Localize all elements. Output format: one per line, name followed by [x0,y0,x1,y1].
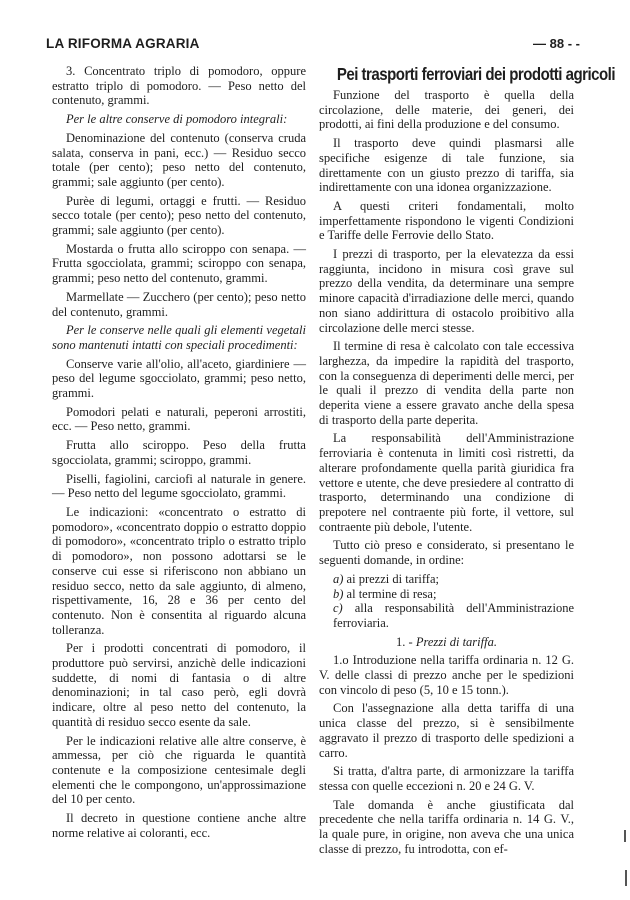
paragraph: Per le indicazioni relative alle altre conserve, è ammessa, per ciò che riguarda le quantità contenute e la composizione centesimale degli elementi che le compongono, un'approssimazione del 10 per cento. [52,733,306,807]
paragraph: I prezzi di trasporto, per la elevatezza da essi raggiunta, incidono in misura così grave sul prezzo della vendita, da determinare una sempre minore capacità d'irradiazione delle merci, quando non siano addirittura di ostacolo proibitivo alla circolazione delle merci stesse. [319,247,574,335]
list-marker: a) [333,571,344,586]
paragraph: La responsabilità dell'Amministrazione ferroviaria è contenuta in limiti così ristretti, da alterare profondamente quella parità giuridica fra vettore e utente, che deve presiedere al contratto di trasporto, determinando una condizione di prepotere nel contraente più forte, il vettore, sul contraente più debole, l'utente. [319,431,574,534]
list-marker: b) [333,586,344,601]
paragraph: Pomodori pelati e naturali, peperoni arrostiti, ecc. — Peso netto, grammi. [52,404,306,434]
list-item [319,572,574,587]
list-marker: c) [333,601,343,616]
paragraph: Marmellate — Zucchero (per cento); peso netto del contenuto, grammi. [52,289,306,319]
scan-mark [625,870,627,886]
subsection-title: Prezzi di tariffa. [415,634,497,649]
list-item-text: al termine di resa; [346,586,437,601]
paragraph: 3. Concentrato triplo di pomodoro, oppure estratto triplo di pomodoro. — Peso netto del contenuto, grammi. [52,64,306,108]
paragraph: A questi criteri fondamentali, molto imperfettamente rispondono le vigenti Condizioni e Tariffe delle Ferrovie dello Stato. [319,198,574,243]
paragraph: Funzione del trasporto è quella della circolazione, delle materie, dei generi, dei prodotti, ai fini della produzione e del consumo. [319,88,574,132]
article-title: Pei trasporti ferroviari dei prodotti agricoli [336,64,616,84]
scan-edge-marks [622,830,628,890]
list-item-text: alla responsabilità dell'Amministrazione ferroviaria. [333,601,574,630]
paragraph: Purèe di legumi, ortaggi e frutti. — Residuo secco totale (per cento); peso netto del contenuto, grammi; sale aggiunto (per cento). [52,193,306,238]
paragraph: Piselli, fagiolini, carciofi al naturale in genere. — Peso netto del legume sgocciolato, grammi. [52,471,306,501]
section-heading-italic: Per le conserve nelle quali gli elementi vegetali sono mantenuti intatti con speciali procedimenti: [52,323,306,352]
left-column [52,64,306,844]
paragraph: Il termine di resa è calcolato con tale eccessiva larghezza, da impedire la rapidità del trasporto, con la conseguenza di deperimenti delle merci, per le quali il prezzo di vendita della parte non deperita viene a essere gravato anche della spesa di trasporto della parte deperita. [319,339,574,427]
list-item [319,587,574,602]
paragraph: Il trasporto deve quindi plasmarsi alle specifiche esigenze di tale funzione, sia direttamente con un giusto prezzo di tariffa, sia indirettamente con una idonea organizzazione. [319,136,574,195]
paragraph: Con l'assegnazione alla detta tariffa di una unica classe del prezzo, si è sensibilmente aggravato il prezzo di trasporto delle spedizioni a carro. [319,701,574,760]
paragraph: Mostarda o frutta allo sciroppo con senapa. — Frutta sgocciolata, grammi; sciroppo con senapa, grammi; peso netto del contenuto, grammi. [52,241,306,286]
scan-mark [624,830,626,842]
list-item-text: ai prezzi di tariffa; [346,571,439,586]
subsection-number: 1. - [396,634,413,649]
section-heading-italic: Per le altre conserve di pomodoro integrali: [66,112,288,127]
paragraph: Tutto ciò preso e considerato, si presentano le seguenti domande, in ordine: [319,538,574,568]
right-column [319,64,616,860]
running-head [46,36,580,58]
paragraph: Tale domanda è anche giustificata dal precedente che nella tariffa ordinaria n. 14 G. V., la quale pure, in origine, non aveva che una unica classe di prezzo, fu introdotta, con ef- [319,797,574,856]
paragraph: Si tratta, d'altra parte, di armonizzare la tariffa stessa con quelle eccezioni n. 20 e 24 G. V. [319,764,574,793]
paragraph: Denominazione del contenuto (conserva cruda salata, conserva in pani, ecc.) — Residuo secco totale (per cento); peso netto del contenuto, grammi; sale aggiunto (per cento). [52,130,306,189]
paragraph: Il decreto in questione contiene anche altre norme relative ai coloranti, ecc. [52,811,306,840]
paragraph: Per i prodotti concentrati di pomodoro, il produttore può servirsi, anzichè delle indicazioni suddette, di nomi di fantasia o di altre denominazioni; in tal caso però, egli dovrà indicare, oltre al peso netto del contenuto, la quantità di residuo secco esente da sale. [52,641,306,729]
paragraph: 1.o Introduzione nella tariffa ordinaria n. 12 G. V. delle classi di prezzo anche per le spedizioni con vincolo di peso (5, 10 e 15 tonn.). [319,653,574,697]
journal-title: LA RIFORMA AGRARIA [46,36,200,51]
page-number: — 88 - - [533,36,580,51]
subsection-heading [319,635,574,650]
paragraph: Le indicazioni: «concentrato o estratto di pomodoro», «concentrato doppio o estratto doppio di pomodoro», «concentrato triplo o estratto triplo di pomodoro», non possono adottarsi se le conserve cui esse si riferiscono non abbiano un residuo secco, netto da sale aggiunto, di almeno, rispettivamente, 16, 28 e 36 per cento del contenuto. Non è consentita al riguardo alcuna tolleranza. [52,504,306,637]
list-item [319,601,574,630]
paragraph: Conserve varie all'olio, all'aceto, giardiniere — peso del legume sgocciolato, grammi; peso netto, grammi. [52,356,306,401]
paragraph: Frutta allo sciroppo. Peso della frutta sgocciolata, grammi; sciroppo, grammi. [52,438,306,467]
